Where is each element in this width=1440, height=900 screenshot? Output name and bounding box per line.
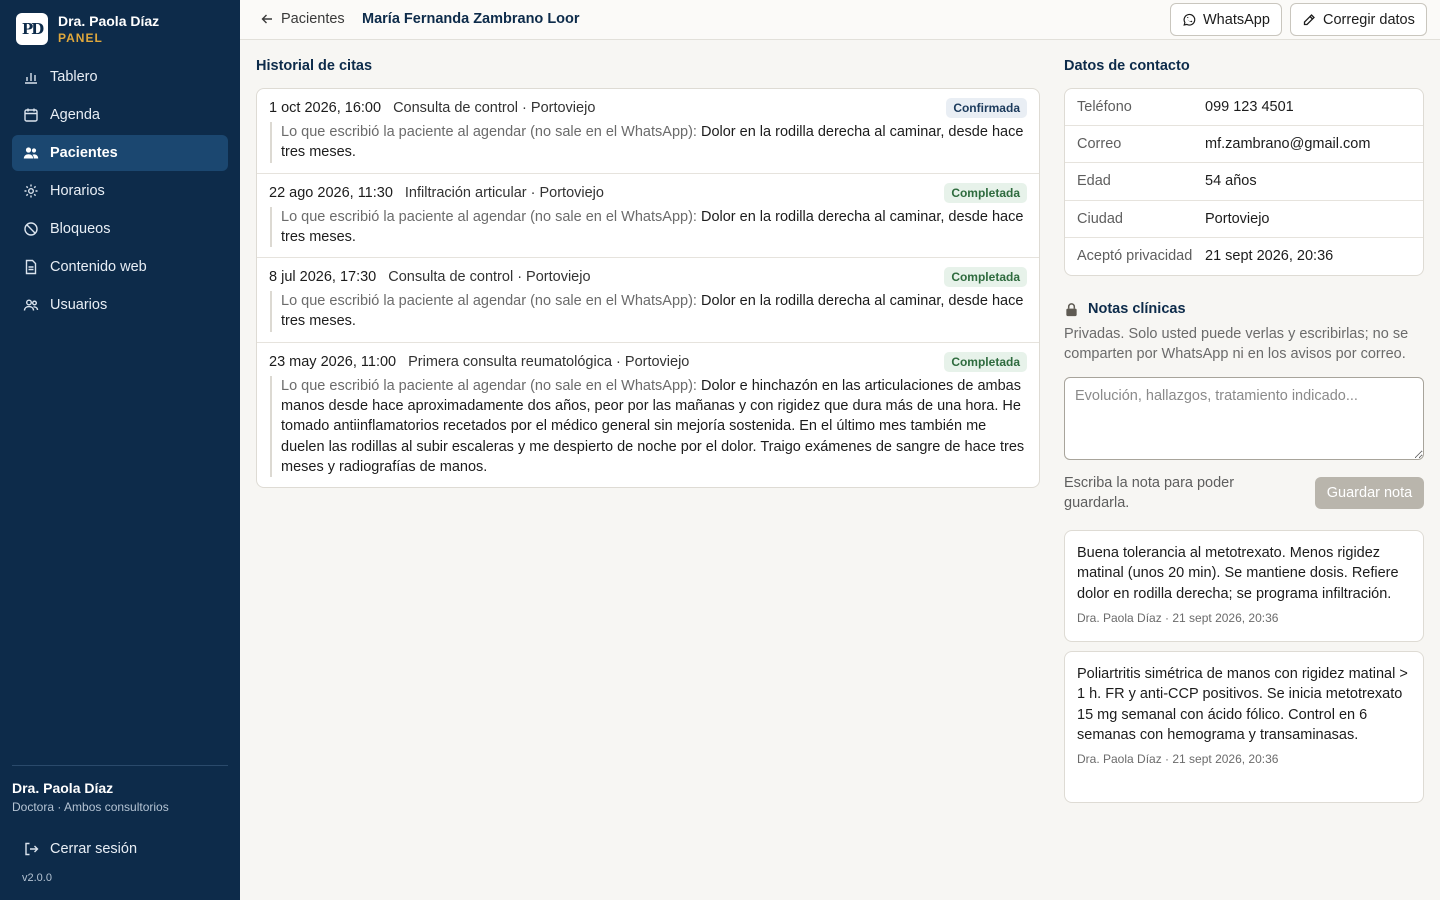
current-user-name: Dra. Paola Díaz [12,780,114,796]
appointment-history-list [256,88,1040,488]
contact-label: Edad [1077,173,1111,190]
current-user-role: Doctora · Ambos consultorios [12,800,169,814]
sidebar-item-label: Tablero [50,69,98,85]
appointment-patient-note [270,207,1027,248]
clinical-note-meta: Dra. Paola Díaz · 21 sept 2026, 20:36 [1077,610,1279,625]
contact-row-age [1065,163,1423,200]
patient-name-title: María Fernanda Zambrano Loor [362,11,580,27]
contact-label: Teléfono [1077,99,1132,116]
contact-label: Ciudad [1077,210,1123,227]
patient-note-text: Dolor en la rodilla derecha al caminar, desde hace tres meses. [281,293,1024,330]
contact-value: 099 123 4501 [1205,99,1294,116]
appointment-patient-note [270,122,1027,163]
patient-note-text: Dolor en la rodilla derecha al caminar, desde hace tres meses. [281,208,1024,245]
contact-label: Aceptó privacidad [1077,248,1193,265]
clinical-note-text: Poliartritis simétrica de manos con rigidez matinal > 1 h. FR y anti-CCP positivos. Se inicia metotrexato 15 mg semanal con ácido fólico. Control en 6 semanas con hemograma y transaminasas. [1077,666,1408,743]
contact-value: Portoviejo [1205,210,1270,227]
contact-row-email [1065,126,1423,163]
appointment-item[interactable] [257,343,1039,487]
clinical-note-card [1064,651,1424,803]
patient-note-text: Dolor e hinchazón en las articulaciones de ambas manos desde hace aproximadamente dos años, peor por las mañanas y con rigidez que dura más de una hora. He tomado antiinflamatorios recetados por el médico general sin mejoría sostenida. En el último mes también me duelen las rodillas al subir escaleras y me despierto de noche por el dolor. Traigo exámenes de sangre de hace tres meses y radiografías de manos. [281,377,1025,475]
whatsapp-button-label: WhatsApp [1203,11,1270,28]
calendar-icon [22,106,40,124]
clinical-note-input[interactable] [1064,377,1424,460]
patient-note-prefix: Lo que escribió la paciente al agendar (no sale en el WhatsApp): [281,377,697,394]
status-badge: Completada [944,183,1027,203]
sidebar-item-agenda[interactable] [12,97,228,133]
user-group-icon [22,296,40,314]
patient-note-prefix: Lo que escribió la paciente al agendar (no sale en el WhatsApp): [281,293,697,310]
appointment-header [269,183,1027,203]
back-to-patients-link[interactable] [260,11,345,27]
contact-label: Correo [1077,136,1122,153]
appointment-type: Infiltración articular · Portoviejo [404,184,604,201]
pencil-icon [1302,13,1316,27]
contact-data-title: Datos de contacto [1064,58,1190,74]
clinical-note-card [1064,530,1424,642]
contact-value: mf.zambrano@gmail.com [1205,136,1371,153]
patient-note-text: Dolor en la rodilla derecha al caminar, desde hace tres meses. [281,124,1024,161]
contact-row-privacy [1065,238,1423,275]
brand-logo: PD [16,13,48,45]
brand-subtitle: PANEL [58,31,103,45]
appointment-item[interactable] [257,174,1039,259]
appointment-header [269,98,1027,118]
logout-label: Cerrar sesión [50,841,138,857]
topbar [240,0,1440,40]
users-icon [22,144,40,162]
contact-value: 54 años [1205,173,1257,190]
save-note-hint: Escriba la nota para poder guardarla. [1064,475,1235,511]
app-version: v2.0.0 [22,872,52,884]
sidebar-item-label: Horarios [50,183,105,199]
status-badge: Confirmada [946,98,1027,118]
clinical-note-meta: Dra. Paola Díaz · 21 sept 2026, 20:36 [1077,752,1279,767]
status-badge: Completada [944,352,1027,372]
appointment-date: 23 may 2026, 11:00 [269,353,397,370]
save-note-button[interactable]: Guardar nota [1315,477,1424,509]
sidebar-item-label: Contenido web [50,259,147,275]
appointment-patient-note [270,291,1027,332]
logout-icon [22,840,40,858]
brand-name: Dra. Paola Díaz [58,13,160,29]
contact-row-phone [1065,89,1423,126]
sidebar-item-usuarios[interactable] [12,287,228,323]
edit-patient-button-label: Corregir datos [1323,11,1415,28]
brand[interactable] [16,12,159,46]
sidebar [0,0,240,900]
patient-note-prefix: Lo que escribió la paciente al agendar (no sale en el WhatsApp): [281,208,697,225]
arrow-left-icon [260,12,274,26]
sidebar-item-horarios[interactable] [12,173,228,209]
appointment-type: Primera consulta reumatológica · Portoviejo [408,353,690,370]
lock-icon [1064,302,1079,317]
whatsapp-icon [1182,13,1196,27]
appointment-date: 8 jul 2026, 17:30 [269,269,377,286]
document-icon [22,258,40,276]
sidebar-item-pacientes[interactable] [12,135,228,171]
status-badge: Completada [944,267,1027,287]
brand-text [58,12,159,46]
gear-icon [22,182,40,200]
sidebar-nav [12,59,228,325]
appointment-header [269,352,1027,372]
appointment-date: 1 oct 2026, 16:00 [269,100,382,116]
whatsapp-button[interactable] [1170,3,1282,36]
sidebar-item-contenido-web[interactable] [12,249,228,285]
appointment-patient-note [270,376,1027,477]
appointment-header [269,267,1027,287]
appointment-date: 22 ago 2026, 11:30 [269,184,393,201]
logout-button[interactable] [12,832,228,866]
appointment-item[interactable] [257,258,1039,343]
appointment-item[interactable] [257,89,1039,174]
patient-note-prefix: Lo que escribió la paciente al agendar (no sale en el WhatsApp): [281,124,697,140]
sidebar-item-label: Usuarios [50,297,108,313]
sidebar-item-bloqueos[interactable] [12,211,228,247]
appointment-history-title: Historial de citas [256,58,373,74]
contact-data-table [1064,88,1424,276]
appointment-type: Consulta de control · Portoviejo [393,100,596,116]
clinical-notes-description: Privadas. Solo usted puede verlas y escribirlas; no se comparten por WhatsApp ni en los avisos por correo. [1064,326,1409,362]
sidebar-footer [12,765,228,866]
sidebar-item-tablero[interactable] [12,59,228,95]
clinical-notes-title: Notas clínicas [1088,301,1186,317]
appointment-type: Consulta de control · Portoviejo [388,269,591,286]
sidebar-item-label: Pacientes [50,145,118,161]
ban-icon [22,220,40,238]
contact-value: 21 sept 2026, 20:36 [1205,248,1334,265]
sidebar-item-label: Agenda [50,107,100,123]
clinical-notes-header [1064,301,1186,317]
chart-bar-icon [22,68,40,86]
edit-patient-button[interactable] [1290,3,1427,36]
sidebar-item-label: Bloqueos [50,221,111,237]
clinical-note-text: Buena tolerancia al metotrexato. Menos rigidez matinal (unos 20 min). Se mantiene dosis. Refiere dolor en rodilla derecha; se programa infiltración. [1077,545,1399,602]
contact-row-city [1065,201,1423,238]
back-link-label: Pacientes [281,11,345,27]
